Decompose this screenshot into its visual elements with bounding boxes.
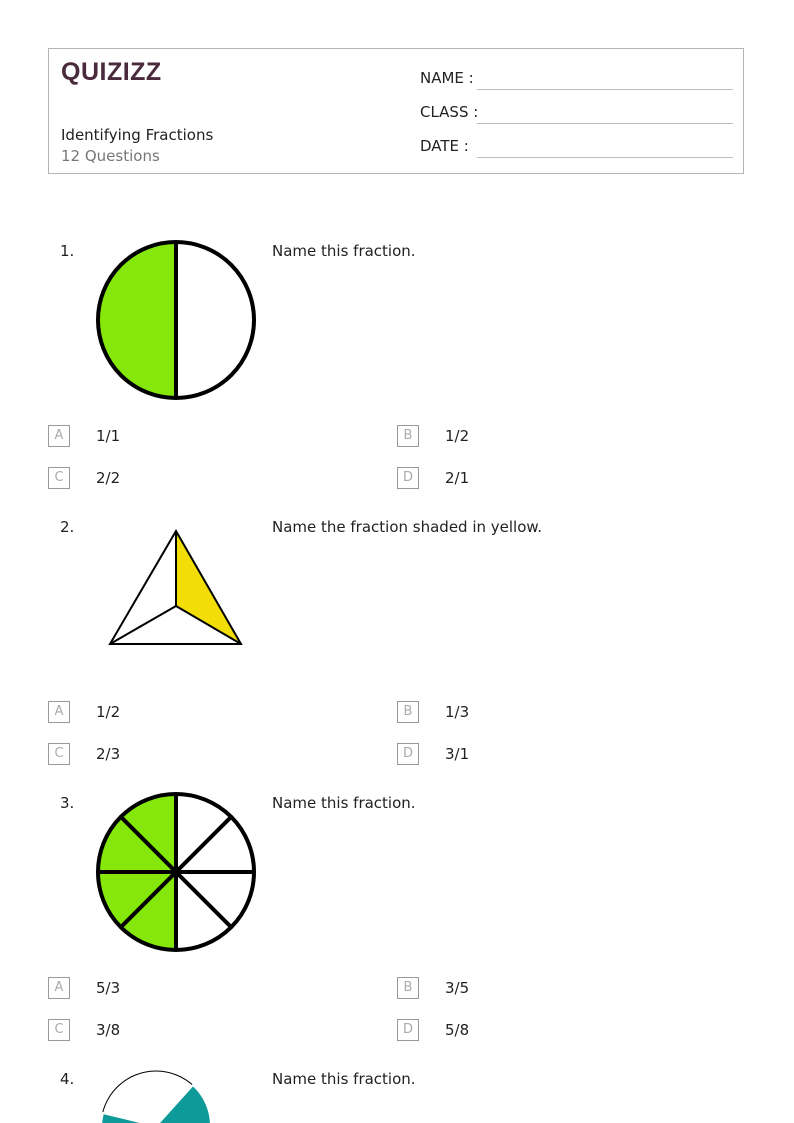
- option-c-text: 2/2: [96, 469, 121, 487]
- question-number: 4.: [60, 1070, 75, 1088]
- option-b-box[interactable]: B: [397, 425, 419, 447]
- option-a-text: 1/2: [96, 703, 121, 721]
- option-b-text: 1/3: [445, 703, 470, 721]
- option-c-box[interactable]: C: [48, 1019, 70, 1041]
- question-count: 12 Questions: [61, 147, 160, 165]
- name-label: NAME :: [420, 69, 474, 87]
- worksheet-title: Identifying Fractions: [61, 126, 214, 144]
- shaded-half: [98, 242, 176, 398]
- option-c-text: 2/3: [96, 745, 121, 763]
- class-label: CLASS :: [420, 103, 479, 121]
- option-b-box[interactable]: B: [397, 701, 419, 723]
- option-d-box[interactable]: D: [397, 743, 419, 765]
- option-d-text: 3/1: [445, 745, 470, 763]
- option-d-box[interactable]: D: [397, 1019, 419, 1041]
- circle-eighths-figure: [94, 790, 258, 954]
- option-c-box[interactable]: C: [48, 743, 70, 765]
- option-c-box[interactable]: C: [48, 467, 70, 489]
- option-b-text: 1/2: [445, 427, 470, 445]
- worksheet-header: [48, 48, 744, 174]
- option-a-box[interactable]: A: [48, 425, 70, 447]
- divider-line-2: [110, 606, 176, 644]
- option-a-box[interactable]: A: [48, 701, 70, 723]
- class-line: [477, 123, 733, 124]
- option-d-box[interactable]: D: [397, 467, 419, 489]
- option-b-text: 3/5: [445, 979, 470, 997]
- option-d-text: 2/1: [445, 469, 470, 487]
- option-d-text: 5/8: [445, 1021, 470, 1039]
- option-c-text: 3/8: [96, 1021, 121, 1039]
- question-number: 3.: [60, 794, 75, 812]
- triangle-thirds-figure: [106, 528, 246, 648]
- option-a-box[interactable]: A: [48, 977, 70, 999]
- question-text: Name this fraction.: [272, 1070, 416, 1088]
- option-b-box[interactable]: B: [397, 977, 419, 999]
- date-label: DATE :: [420, 137, 469, 155]
- date-line: [477, 157, 733, 158]
- question-text: Name this fraction.: [272, 794, 416, 812]
- question-text: Name this fraction.: [272, 242, 416, 260]
- option-a-text: 1/1: [96, 427, 121, 445]
- question-text: Name the fraction shaded in yellow.: [272, 518, 543, 536]
- name-line: [477, 89, 733, 90]
- partial-circle-figure: [96, 1068, 216, 1123]
- option-a-text: 5/3: [96, 979, 121, 997]
- question-number: 1.: [60, 242, 75, 260]
- circle-halves-figure: [94, 238, 258, 402]
- question-number: 2.: [60, 518, 75, 536]
- quizizz-logo: QUIZIZZ: [61, 58, 162, 86]
